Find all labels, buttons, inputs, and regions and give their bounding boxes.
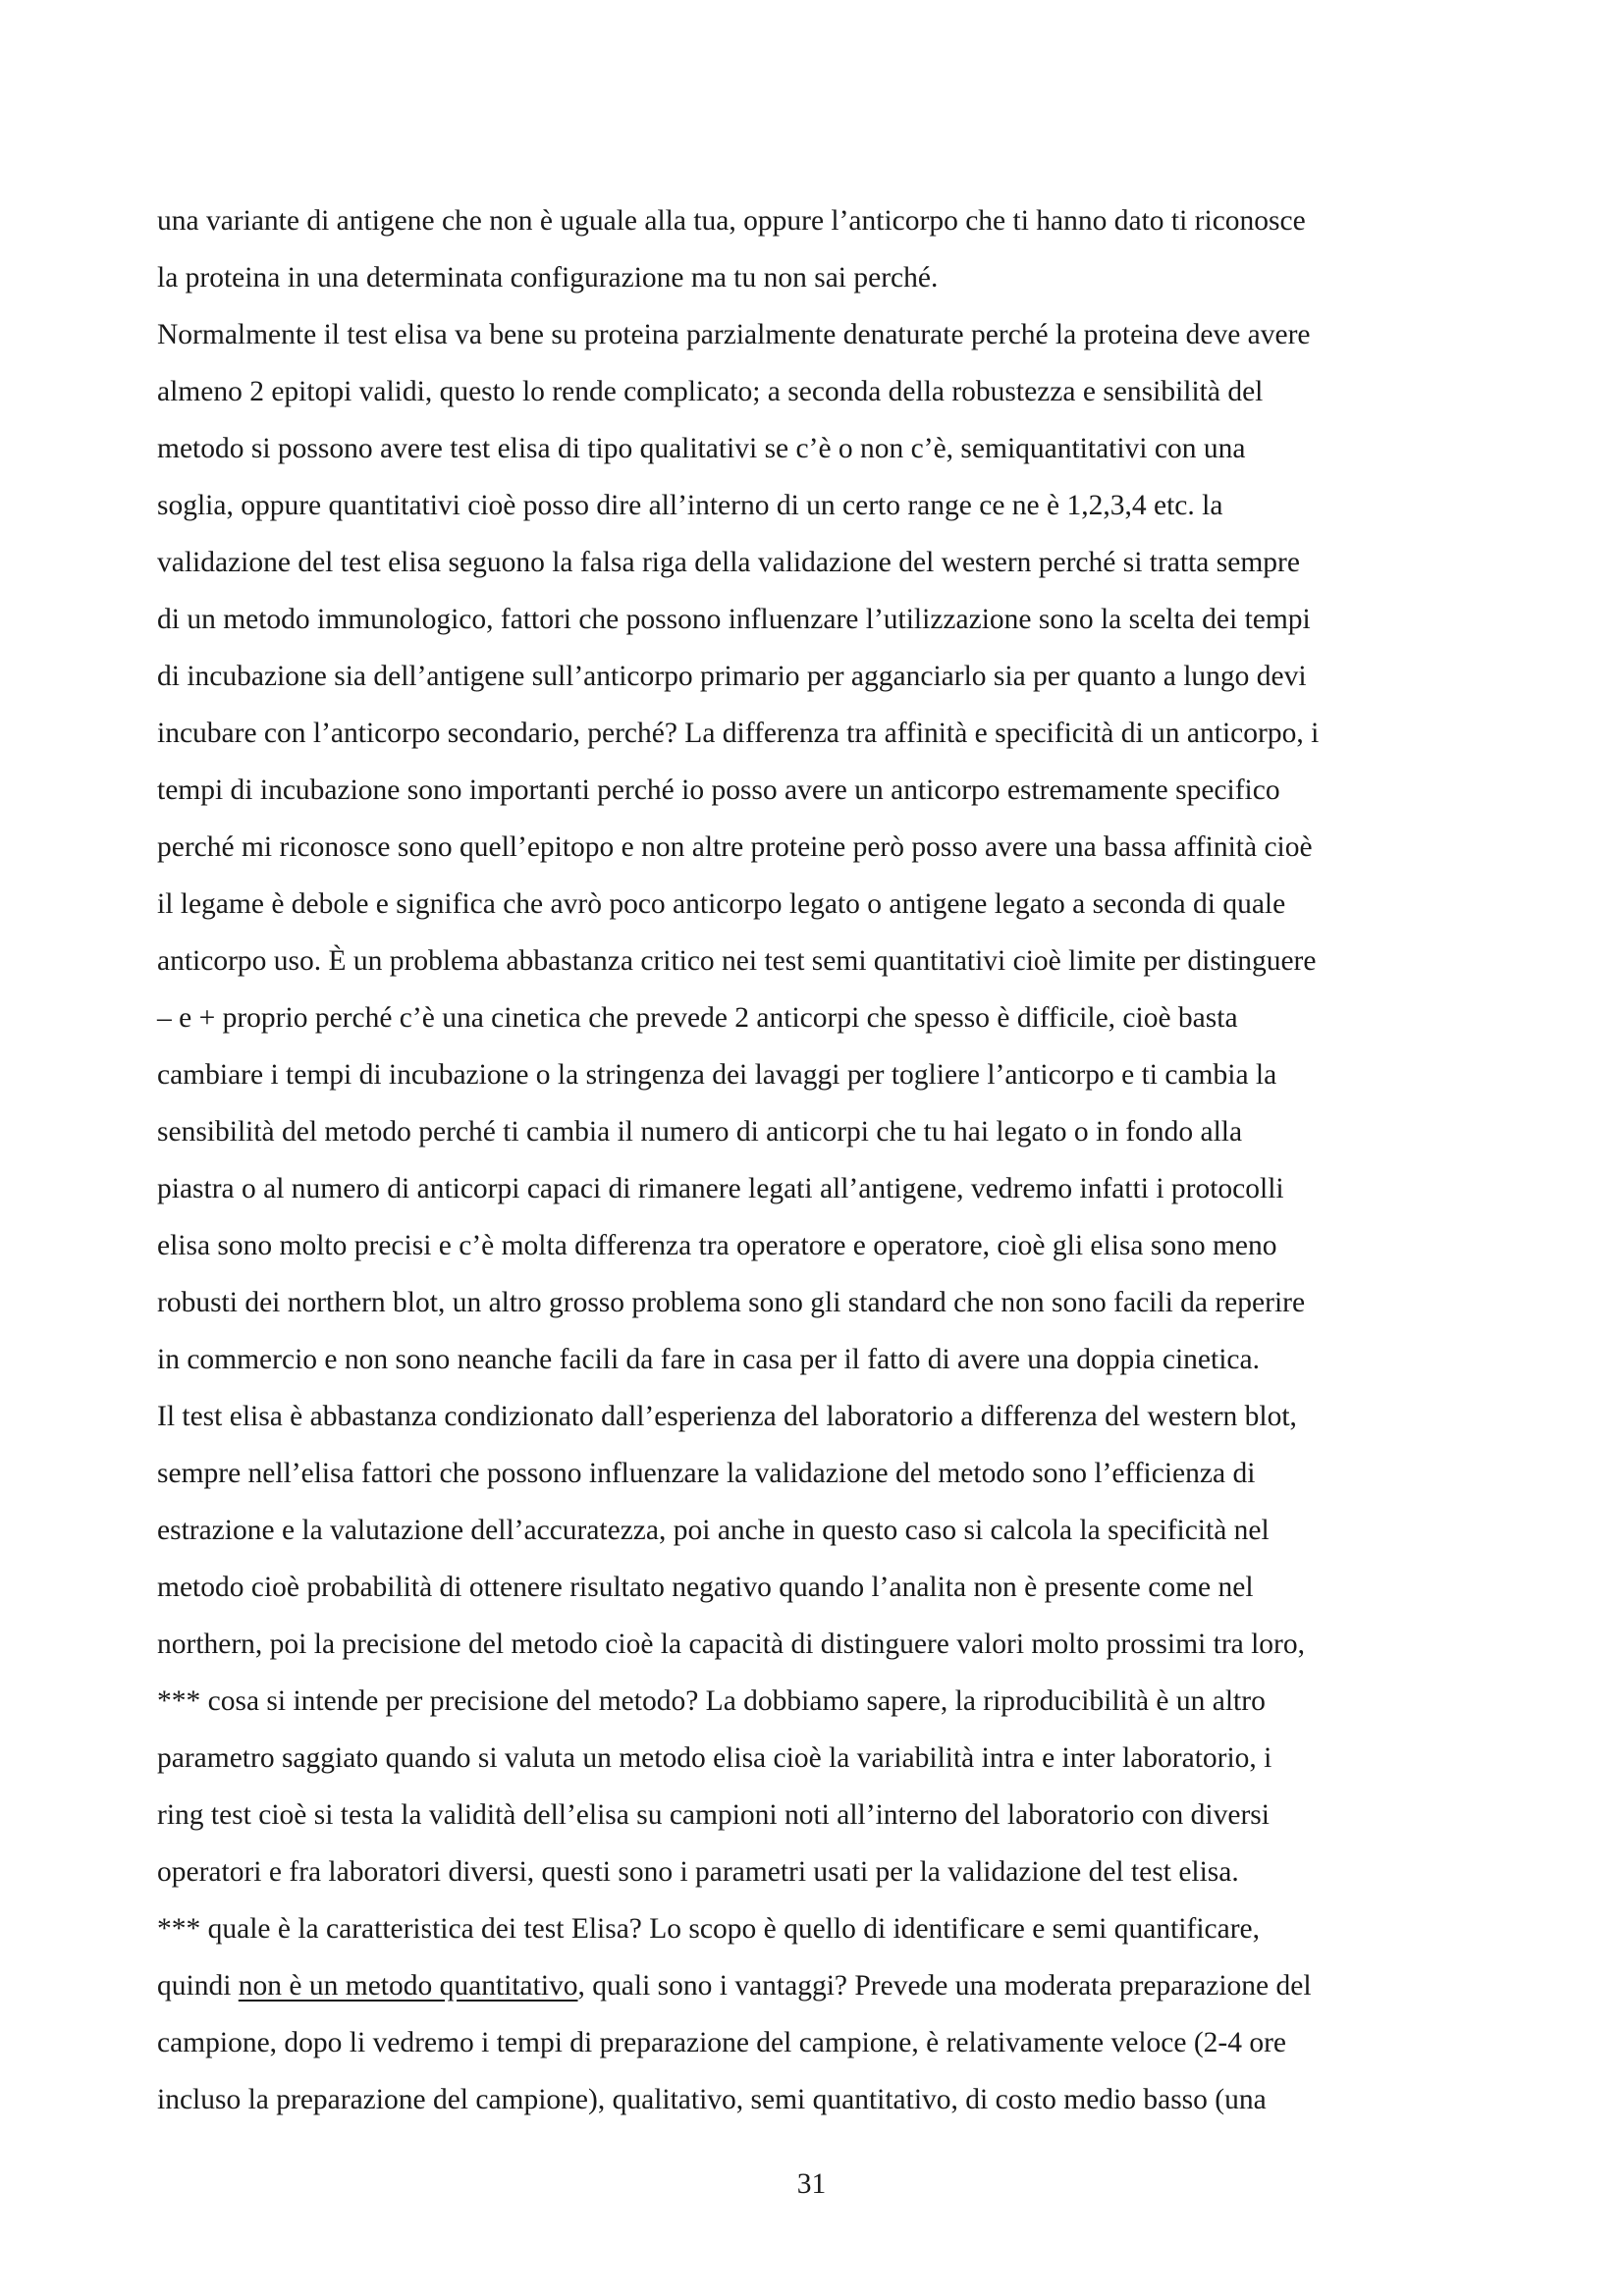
- line-text: estrazione e la valutazione dell’accuratezza, poi anche in questo caso si calcola la specificità nel: [157, 1515, 1270, 1546]
- page-number: 31: [796, 2168, 827, 2200]
- line-text: cambiare i tempi di incubazione o la stringenza dei lavaggi per togliere l’anticorpo e ti cambia la: [157, 1059, 1277, 1091]
- line-text: almeno 2 epitopi validi, questo lo rende complicato; a seconda della robustezza e sensibilità del: [157, 376, 1264, 407]
- line-text: sempre nell’elisa fattori che possono influenzare la validazione del metodo sono l’efficienza di: [157, 1458, 1256, 1489]
- line-text: operatori e fra laboratori diversi, questi sono i parametri usati per la validazione del test elisa.: [157, 1856, 1239, 1888]
- text-line-16: [157, 1046, 1473, 1103]
- text-line-4: [157, 363, 1473, 420]
- text-line-14: [157, 933, 1473, 989]
- text-line-22: [157, 1388, 1473, 1445]
- line-text: anticorpo uso. È un problema abbastanza critico nei test semi quantitativi cioè limite per distinguere: [157, 945, 1317, 977]
- text-line-18: [157, 1160, 1473, 1217]
- text-line-25: [157, 1559, 1473, 1616]
- line-text: una variante di antigene che non è uguale alla tua, oppure l’anticorpo che ti hanno dato ti riconosce: [157, 205, 1306, 237]
- line-text: il legame è debole e significa che avrò poco anticorpo legato o antigene legato a seconda di quale: [157, 888, 1286, 920]
- line-text: northern, poi la precisione del metodo cioè la capacità di distinguere valori molto prossimi tra loro,: [157, 1629, 1306, 1660]
- line-text: di incubazione sia dell’antigene sull’anticorpo primario per agganciarlo sia per quanto a lungo devi: [157, 661, 1307, 692]
- line-text: metodo cioè probabilità di ottenere risultato negativo quando l’analita non è presente come nel: [157, 1572, 1254, 1603]
- line-text: in commercio e non sono neanche facili da fare in casa per il fatto di avere una doppia cinetica.: [157, 1344, 1260, 1375]
- text-line-31: [157, 1900, 1473, 1957]
- text-line-13: [157, 876, 1473, 933]
- text-line-9: [157, 648, 1473, 705]
- line-text: metodo si possono avere test elisa di tipo qualitativi se c’è o non c’è, semiquantitativi con una: [157, 433, 1246, 464]
- text-line-27: [157, 1673, 1473, 1730]
- text-line-23: [157, 1445, 1473, 1502]
- line-text: robusti dei northern blot, un altro grosso problema sono gli standard che non sono facili da reperire: [157, 1287, 1306, 1318]
- line-text-before: quindi: [157, 1970, 239, 2002]
- line-text: tempi di incubazione sono importanti perché io posso avere un anticorpo estremamente specifico: [157, 774, 1280, 806]
- line-text: piastra o al numero di anticorpi capaci di rimanere legati all’antigene, vedremo infatti i protocolli: [157, 1173, 1284, 1204]
- line-text: perché mi riconosce sono quell’epitopo e non altre proteine però posso avere una bassa affinità cioè: [157, 831, 1313, 863]
- line-text: *** cosa si intende per precisione del metodo? La dobbiamo sapere, la riproducibilità è un altro: [157, 1685, 1266, 1717]
- line-text: sensibilità del metodo perché ti cambia il numero di anticorpi che tu hai legato o in fondo alla: [157, 1116, 1243, 1148]
- line-text: Il test elisa è abbastanza condizionato dall’esperienza del laboratorio a differenza del western blot,: [157, 1401, 1297, 1432]
- line-text: *** quale è la caratteristica dei test Elisa? Lo scopo è quello di identificare e semi quantificare,: [157, 1913, 1260, 1945]
- line-text: incluso la preparazione del campione), qualitativo, semi quantitativo, di costo medio basso (una: [157, 2084, 1267, 2115]
- text-line-32: [157, 1957, 1473, 2014]
- text-line-34: [157, 2071, 1473, 2128]
- text-line-21: [157, 1331, 1473, 1388]
- text-line-28: [157, 1730, 1473, 1787]
- text-line-26: [157, 1616, 1473, 1673]
- line-text: la proteina in una determinata configurazione ma tu non sai perché.: [157, 262, 939, 294]
- line-text: ring test cioè si testa la validità dell’elisa su campioni noti all’interno del laboratorio con diversi: [157, 1799, 1270, 1831]
- text-line-11: [157, 762, 1473, 819]
- text-line-3: [157, 306, 1473, 363]
- text-line-30: [157, 1843, 1473, 1900]
- line-text: – e + proprio perché c’è una cinetica che prevede 2 anticorpi che spesso è difficile, cioè basta: [157, 1002, 1238, 1034]
- line-text: incubare con l’anticorpo secondario, perché? La differenza tra affinità e specificità di un anticorpo, i: [157, 718, 1320, 749]
- line-text: campione, dopo li vedremo i tempi di preparazione del campione, è relativamente veloce (2-4 ore: [157, 2027, 1287, 2058]
- line-text: validazione del test elisa seguono la falsa riga della validazione del western perché si tratta sempre: [157, 547, 1300, 578]
- text-line-29: [157, 1787, 1473, 1843]
- text-line-1: [157, 192, 1473, 249]
- text-line-5: [157, 420, 1473, 477]
- text-line-2: [157, 249, 1473, 306]
- text-line-24: [157, 1502, 1473, 1559]
- text-line-33: [157, 2014, 1473, 2071]
- line-text: Normalmente il test elisa va bene su proteina parzialmente denaturate perché la proteina deve avere: [157, 319, 1311, 350]
- line-text-after: , quali sono i vantaggi? Prevede una moderata preparazione del: [577, 1970, 1312, 2002]
- text-line-8: [157, 591, 1473, 648]
- text-line-6: [157, 477, 1473, 534]
- text-line-19: [157, 1217, 1473, 1274]
- line-text: parametro saggiato quando si valuta un metodo elisa cioè la variabilità intra e inter laboratorio, i: [157, 1742, 1272, 1774]
- text-line-7: [157, 534, 1473, 591]
- line-text: elisa sono molto precisi e c’è molta differenza tra operatore e operatore, cioè gli elisa sono meno: [157, 1230, 1277, 1261]
- text-line-15: [157, 989, 1473, 1046]
- line-text: soglia, oppure quantitativi cioè posso dire all’interno di un certo range ce ne è 1,2,3,4 etc. la: [157, 490, 1223, 521]
- underlined-phrase: non è un metodo quantitativo: [238, 1970, 578, 2002]
- page-body: [157, 192, 1473, 2128]
- text-line-17: [157, 1103, 1473, 1160]
- line-text: di un metodo immunologico, fattori che possono influenzare l’utilizzazione sono la scelta dei tempi: [157, 604, 1311, 635]
- text-line-20: [157, 1274, 1473, 1331]
- text-line-10: [157, 705, 1473, 762]
- text-line-12: [157, 819, 1473, 876]
